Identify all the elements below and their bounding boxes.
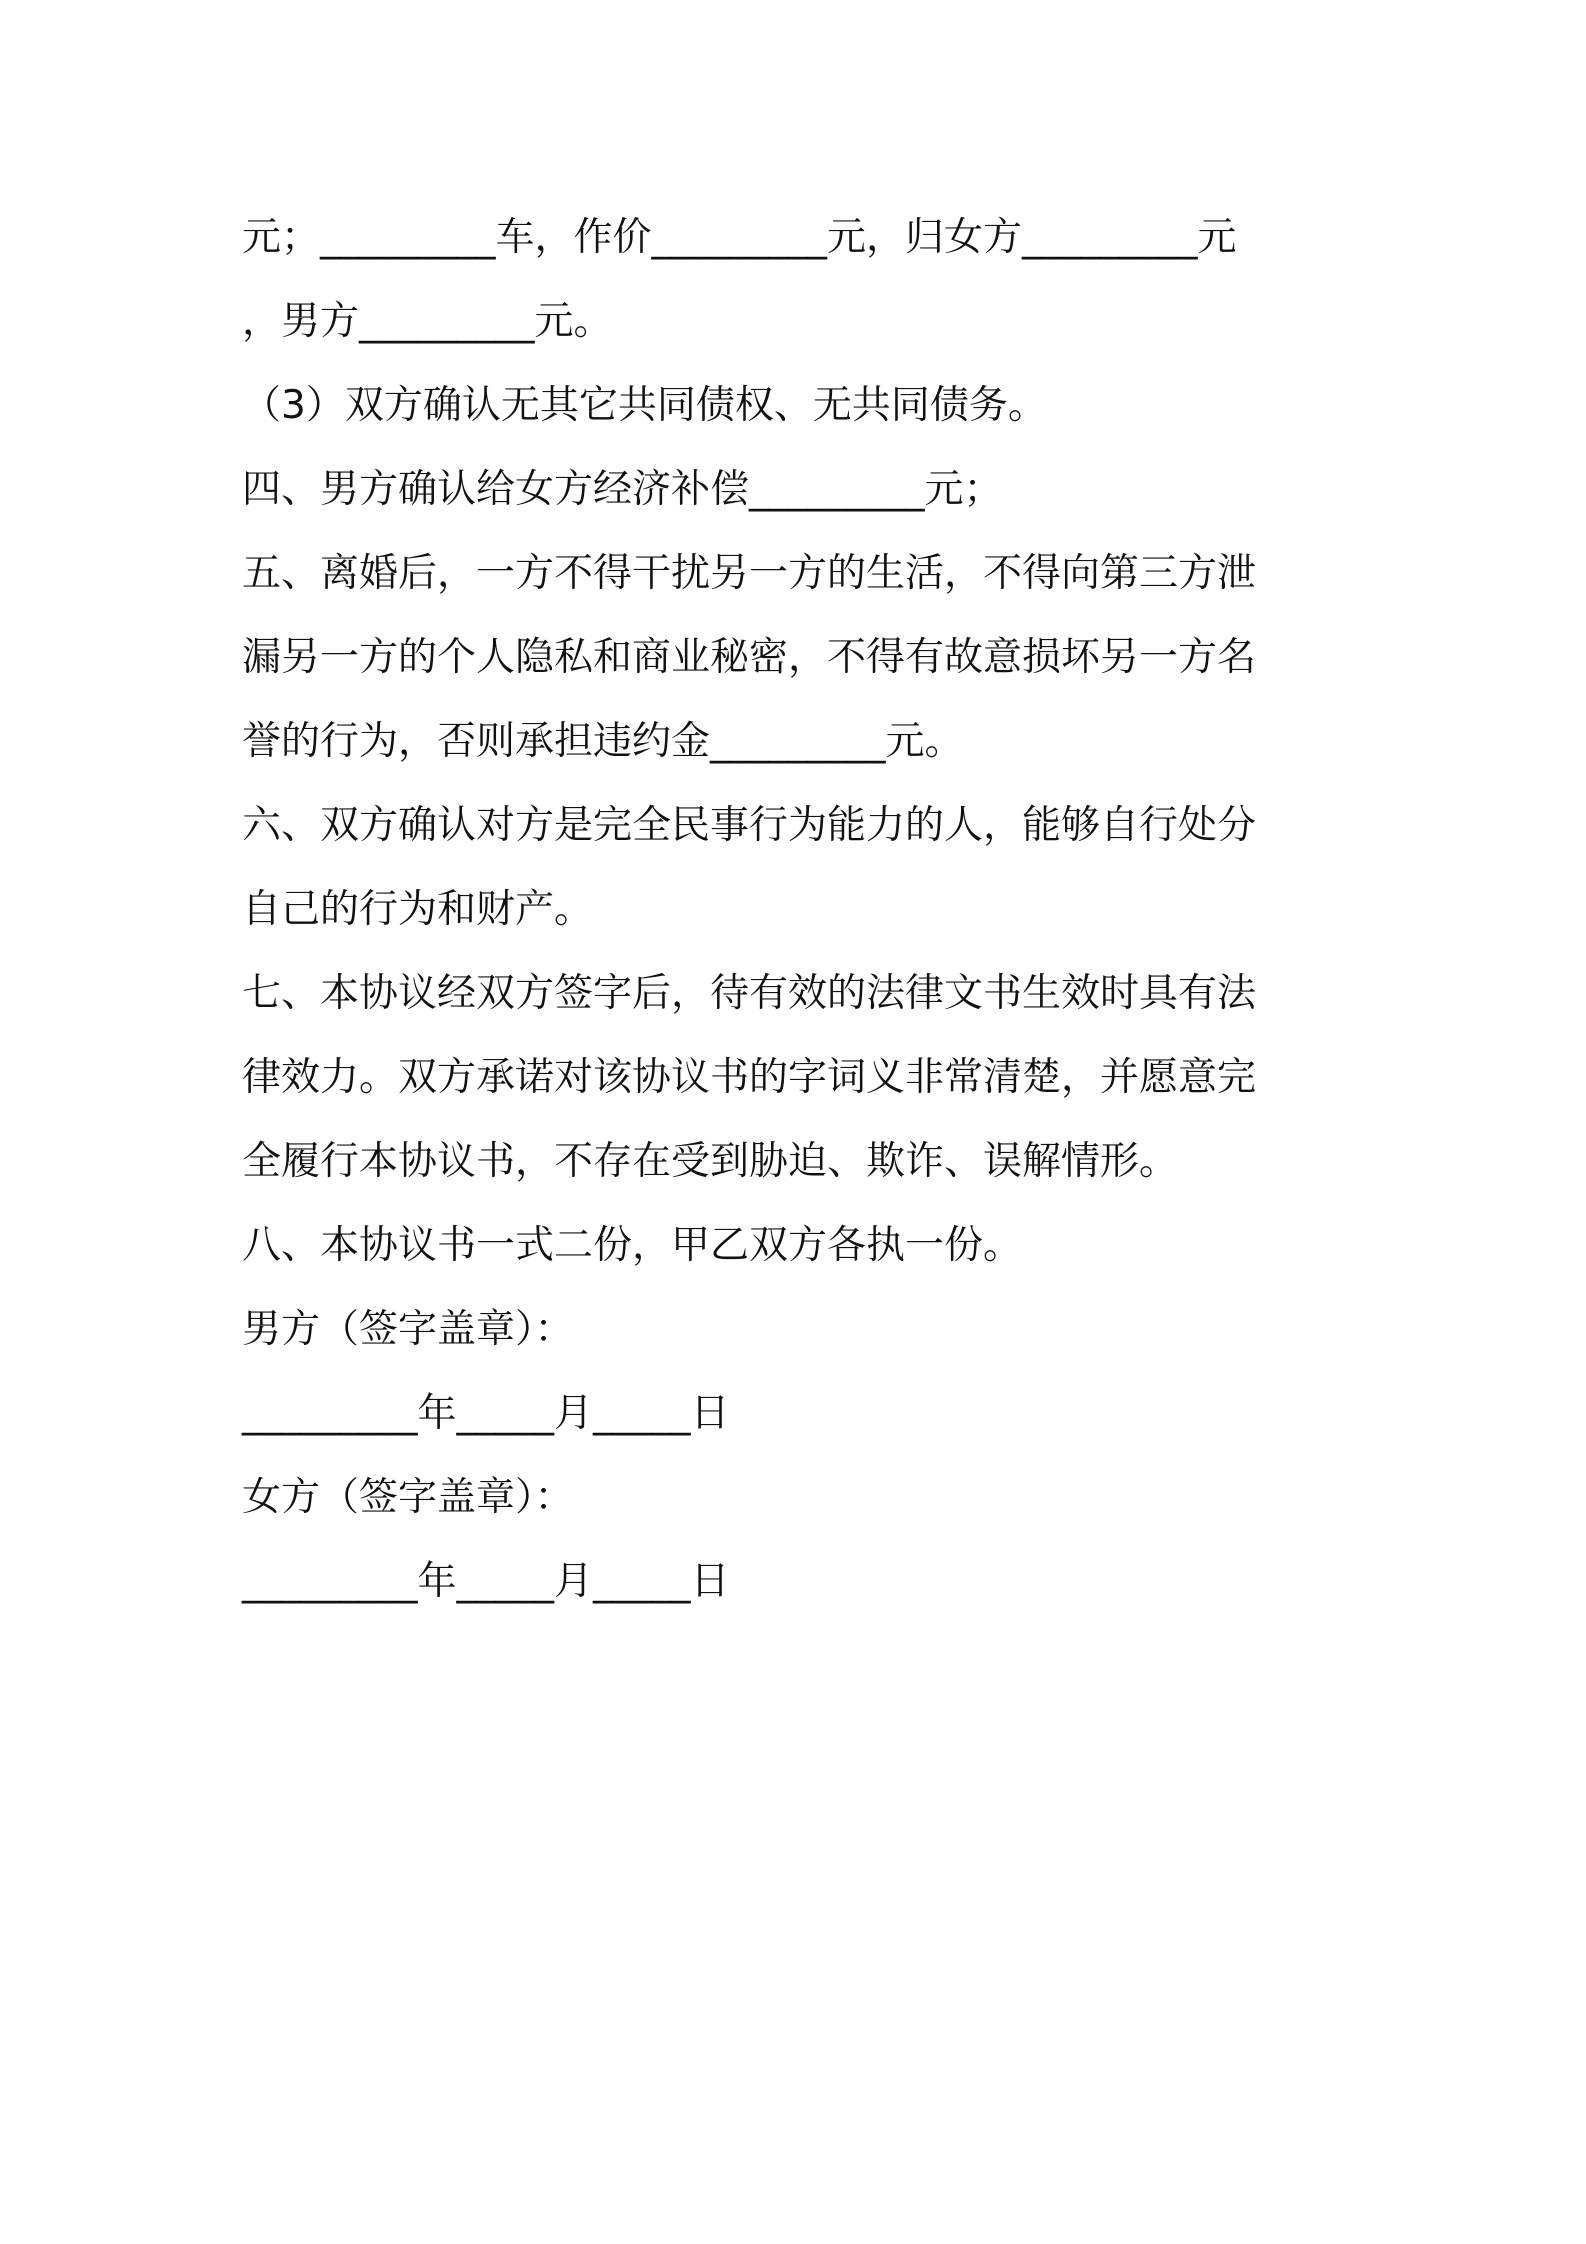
clause-4: 四、男方确认给女方经济补偿_________元；: [242, 467, 1003, 512]
female-signature-label: 女方（签字盖章）：: [242, 1475, 574, 1520]
text-line-vehicle: 元；_________车，作价_________元，归女方_________元: [242, 215, 1237, 260]
clause-7-line-1: 七、本协议经双方签字后，待有效的法律文书生效时具有法: [242, 971, 1257, 1016]
text-line-debts: （3）双方确认无其它共同债权、无共同债务。: [242, 383, 1047, 428]
document-body: [242, 196, 1362, 1624]
female-signature-date: _________年_____月_____日: [242, 1559, 730, 1604]
clause-6-line-2: 自己的行为和财产。: [242, 887, 594, 932]
clause-7-line-2: 律效力。双方承诺对该协议书的字词义非常清楚，并愿意完: [242, 1055, 1257, 1100]
clause-6-line-1: 六、双方确认对方是完全民事行为能力的人，能够自行处分: [242, 803, 1257, 848]
clause-5-line-2: 漏另一方的个人隐私和商业秘密，不得有故意损坏另一方名: [242, 635, 1257, 680]
male-signature-label: 男方（签字盖章）：: [242, 1307, 574, 1352]
clause-5-line-3: 誉的行为，否则承担违约金_________元。: [242, 719, 964, 764]
clause-5-line-1: 五、离婚后，一方不得干扰另一方的生活，不得向第三方泄: [242, 551, 1257, 596]
text-line-vehicle-male-share: ，男方_________元。: [242, 299, 613, 344]
clause-8: 八、本协议书一式二份，甲乙双方各执一份。: [242, 1223, 1023, 1268]
male-signature-date: _________年_____月_____日: [242, 1391, 730, 1436]
clause-7-line-3: 全履行本协议书，不存在受到胁迫、欺诈、误解情形。: [242, 1139, 1179, 1184]
